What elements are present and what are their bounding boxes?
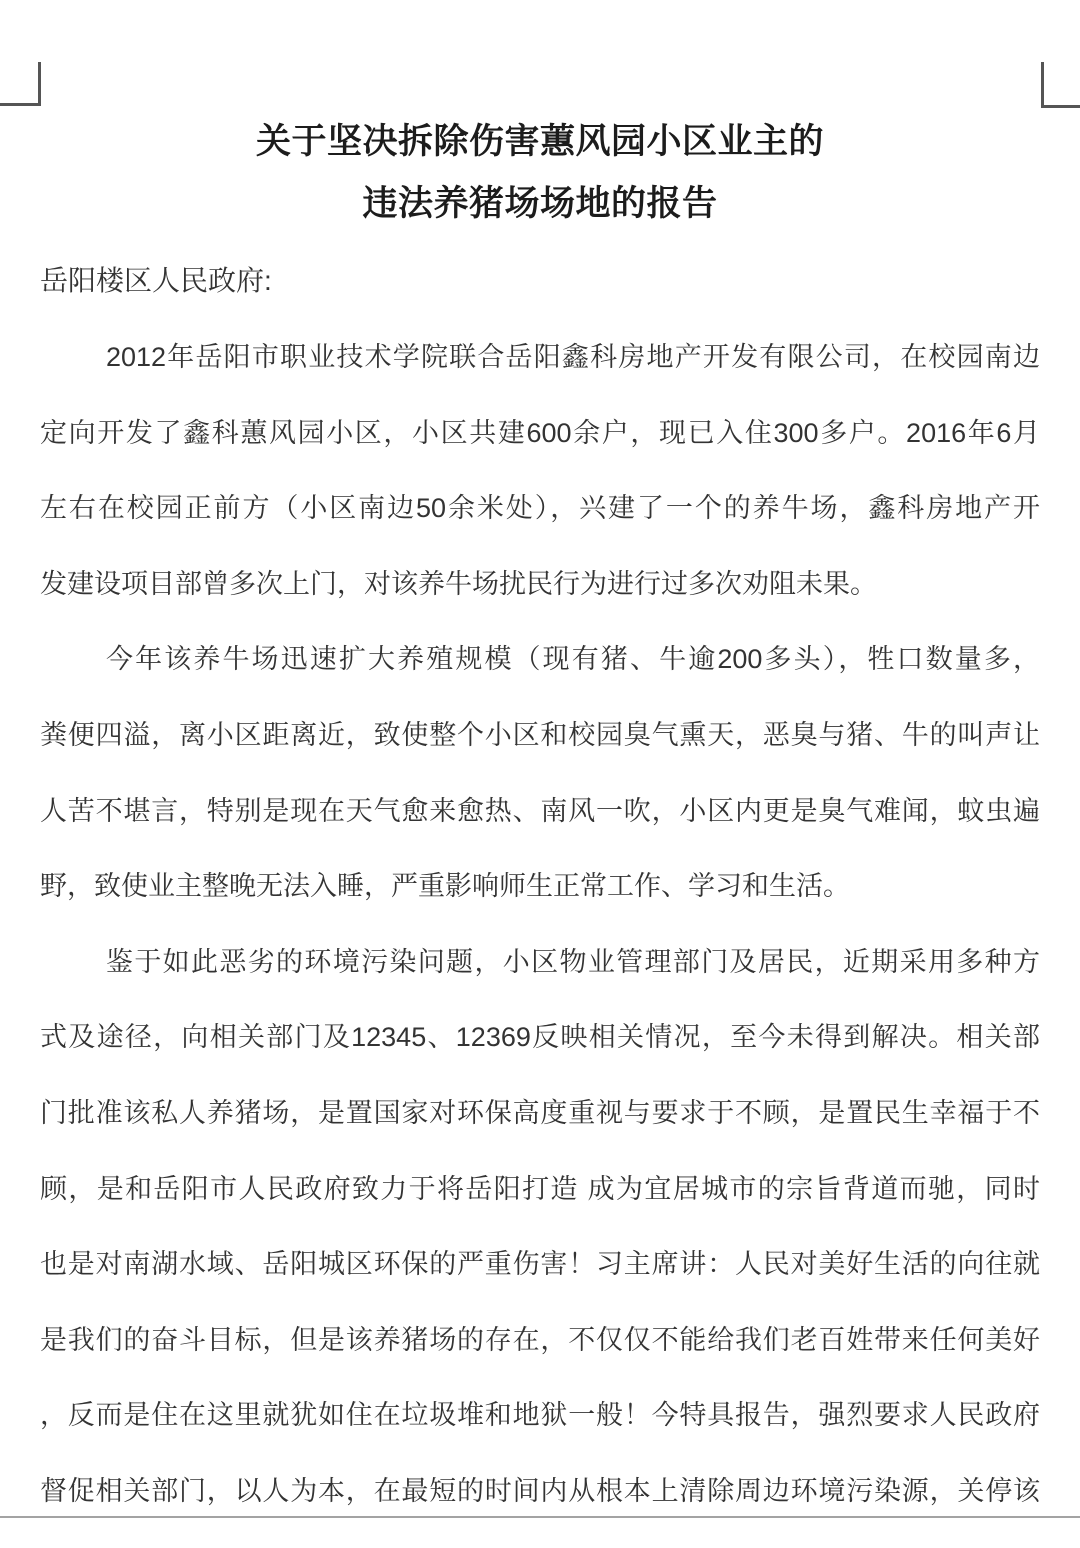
body-line: 左右在校园正前方（小区南边50余米处），兴建了一个的养牛场，鑫科房地产开 bbox=[40, 493, 1040, 524]
document-body bbox=[40, 320, 1040, 1530]
body-line: 顾，是和岳阳市人民政府致力于将岳阳打造 成为宜居城市的宗旨背道而驰，同时 bbox=[40, 1173, 1040, 1204]
body-line: 也是对南湖水域、岳阳城区环保的严重伤害！习主席讲：人民对美好生活的向往就 bbox=[40, 1249, 1040, 1280]
body-line: 是我们的奋斗目标，但是该养猪场的存在，不仅仅不能给我们老百姓带来任何美好 bbox=[40, 1324, 1040, 1355]
crop-mark-top-right-icon bbox=[1041, 62, 1080, 108]
body-line: 门批准该私人养猪场，是置国家对环保高度重视与要求于不顾，是置民生幸福于不 bbox=[40, 1097, 1040, 1128]
body-line: 2012年岳阳市职业技术学院联合岳阳鑫科房地产开发有限公司，在校园南边 bbox=[106, 342, 1040, 372]
paragraph-1 bbox=[40, 320, 1040, 622]
body-line: 人苦不堪言，特别是现在天气愈来愈热、南风一吹，小区内更是臭气难闻，蚊虫遍 bbox=[40, 795, 1040, 826]
crop-mark-top-left-icon bbox=[0, 62, 41, 106]
paragraph-2 bbox=[40, 622, 1040, 924]
paragraph-3 bbox=[40, 925, 1040, 1530]
salutation: 岳阳楼区人民政府: bbox=[40, 265, 272, 296]
body-line: 鉴于如此恶劣的环境污染问题，小区物业管理部门及居民，近期采用多种方 bbox=[106, 946, 1040, 977]
body-line: 式及途径，向相关部门及12345、12369反映相关情况，至今未得到解决。相关部 bbox=[40, 1022, 1040, 1053]
body-line: 粪便四溢，离小区距离近，致使整个小区和校园臭气熏天，恶臭与猪、牛的叫声让 bbox=[40, 719, 1040, 750]
title-line-1: 关于坚决拆除伤害蕙风园小区业主的 bbox=[255, 122, 824, 161]
page-bottom-divider bbox=[0, 1516, 1080, 1518]
body-line: 督促相关部门，以人为本，在最短的时间内从根本上清除周边环境污染源，关停该 bbox=[40, 1475, 1040, 1506]
body-line: 野，致使业主整晚无法入睡，严重影响师生正常工作、学习和生活。 bbox=[40, 871, 850, 902]
body-line: 定向开发了鑫科蕙风园小区，小区共建600余户，现已入住300多户。2016年6月 bbox=[40, 417, 1040, 448]
document-title bbox=[0, 111, 1080, 235]
body-line: 今年该养牛场迅速扩大养殖规模（现有猪、牛逾200多头），牲口数量多， bbox=[106, 644, 1040, 675]
body-line: 发建设项目部曾多次上门，对该养牛场扰民行为进行过多次劝阻未果。 bbox=[40, 568, 877, 599]
body-line: ，反而是住在这里就犹如住在垃圾堆和地狱一般！今特具报告，强烈要求人民政府 bbox=[40, 1400, 1040, 1431]
title-line-2: 违法养猪场场地的报告 bbox=[362, 184, 718, 223]
